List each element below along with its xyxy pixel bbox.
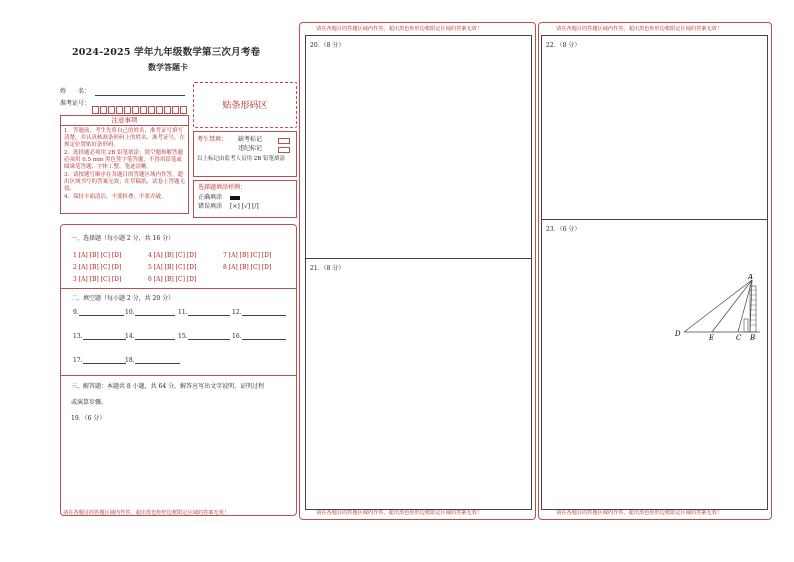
choice-q7[interactable]: 7 [A] [B] [C] [D] bbox=[223, 252, 272, 259]
label-B: B bbox=[750, 334, 756, 340]
label-A: A bbox=[748, 274, 754, 281]
violation-label: 违纪标记 bbox=[238, 145, 263, 152]
section3-heading-2: 或演算步骤。 bbox=[71, 399, 108, 406]
question-22: 22．（8 分） bbox=[546, 42, 581, 49]
blank-10[interactable]: 10. bbox=[125, 309, 175, 316]
notice-line-1: 1．答题前，考生先将自己的姓名，准考证号填写清楚，并认真核准条形码上的姓名、准考证号，在规定位置贴好条形码。 bbox=[64, 128, 186, 148]
answer-area-col2[interactable] bbox=[305, 35, 532, 510]
notice-line-4: 4．保持卡面清洁，不要折叠、不要弄破。 bbox=[64, 194, 167, 200]
blank-11[interactable]: 11. bbox=[178, 309, 230, 316]
barcode-label: 贴条形码区 bbox=[222, 101, 268, 111]
name-label: 姓 名： bbox=[60, 88, 91, 95]
fill-sample-box bbox=[193, 180, 297, 218]
blank-13[interactable]: 13. bbox=[73, 333, 126, 340]
notice-line-2: 2．选择题必须用 2B 铅笔填涂；填空题和解答题必须用 0.5 mm 黑色签字笔答题，不得用铅笔或圆珠笔答题；字体工整、笔迹清晰。 bbox=[64, 150, 184, 170]
question-20: 20．（8 分） bbox=[310, 42, 345, 49]
status-box bbox=[193, 131, 297, 177]
notice-line-3: 3．请按题号顺序在各题目的答题区域内作答，超出区域书写的答案无效；在草稿纸、试卷上答题无效。 bbox=[64, 172, 186, 192]
choice-q1[interactable]: 1 [A] [B] [C] [D] bbox=[73, 252, 122, 259]
divider-20-21 bbox=[306, 258, 531, 259]
status-label: 考生禁填： bbox=[197, 136, 228, 143]
divider-1 bbox=[61, 288, 296, 289]
blank-15[interactable]: 15. bbox=[178, 333, 230, 340]
violation-checkbox[interactable] bbox=[278, 147, 290, 153]
section2-heading: 二、填空题（每小题 2 分，共 20 分） bbox=[71, 295, 175, 302]
question-23: 23．（6 分） bbox=[546, 226, 581, 233]
divider-2 bbox=[61, 375, 296, 376]
status-note: 以上标记由监考人员用 2B 铅笔填涂 bbox=[197, 156, 286, 162]
choice-q5[interactable]: 5 [A] [B] [C] [D] bbox=[148, 264, 197, 271]
blank-17[interactable]: 17. bbox=[73, 357, 126, 364]
choice-q2[interactable]: 2 [A] [B] [C] [D] bbox=[73, 264, 122, 271]
warning-col3-top: 请在各题目的答题区域内作答，超出黑色矩形边框限定区域的答案无效！ bbox=[556, 26, 723, 32]
label-D: D bbox=[675, 330, 681, 338]
absent-checkbox[interactable] bbox=[278, 138, 290, 144]
card-subtitle: 数学答题卡 bbox=[148, 62, 188, 72]
notice-box bbox=[60, 115, 189, 214]
blank-16[interactable]: 16. bbox=[232, 333, 286, 340]
divider-22-23 bbox=[542, 219, 767, 220]
wrong-fill-label: 错误填涂 bbox=[198, 203, 223, 210]
barcode-area bbox=[193, 82, 297, 128]
warning-col3-bottom: 请在各题目的答题区域内作答，超出黑色矩形边框限定区域的答案无效！ bbox=[556, 510, 723, 516]
blank-9[interactable]: 9. bbox=[73, 309, 124, 316]
exam-title: 2024-2025 学年九年级数学第三次月考卷 bbox=[72, 47, 261, 58]
id-label: 准考证号： bbox=[60, 100, 91, 107]
answer-box-col1 bbox=[60, 224, 297, 516]
absent-label: 缺考标记 bbox=[238, 136, 263, 143]
name-field[interactable] bbox=[95, 95, 185, 96]
question-19: 19．（6 分） bbox=[71, 415, 106, 422]
label-C: C bbox=[736, 334, 742, 340]
wrong-fill-marks: [×] [√] [/] bbox=[230, 203, 259, 210]
geometry-figure bbox=[674, 274, 766, 340]
warning-col2-bottom: 请在各题目的答题区域内作答，超出黑色矩形边框限定区域的答案无效！ bbox=[316, 510, 483, 516]
notice-heading: 注意事项 bbox=[61, 116, 188, 126]
correct-fill-label: 正确填涂 bbox=[198, 194, 223, 201]
choice-q3[interactable]: 3 [A] [B] [C] [D] bbox=[73, 276, 122, 283]
answer-area-col3[interactable] bbox=[541, 35, 768, 510]
section3-heading-1: 三、解答题：本题共 8 小题，共 64 分。解答应写出文字说明、证明过程 bbox=[71, 383, 265, 390]
warning-col1: 请在各题目的答题区域内作答，超出黑色矩形边框限定区域的答案无效！ bbox=[63, 510, 230, 516]
blank-14[interactable]: 14. bbox=[125, 333, 175, 340]
choice-q8[interactable]: 8 [A] [B] [C] [D] bbox=[223, 264, 272, 271]
section1-heading: 一、选择题（每小题 2 分，共 16 分） bbox=[71, 235, 175, 242]
blank-12[interactable]: 12. bbox=[232, 309, 286, 316]
choice-q6[interactable]: 6 [A] [B] [C] [D] bbox=[148, 276, 197, 283]
choice-q4[interactable]: 4 [A] [B] [C] [D] bbox=[148, 252, 197, 259]
blank-18[interactable]: 18. bbox=[125, 357, 180, 364]
correct-fill-mark bbox=[230, 196, 240, 200]
fill-sample-heading: 选择题填涂样例： bbox=[198, 184, 247, 191]
question-21: 21．（8 分） bbox=[310, 265, 345, 272]
post bbox=[744, 319, 748, 332]
label-E: E bbox=[709, 334, 715, 340]
warning-col2-top: 请在各题目的答题区域内作答，超出黑色矩形边框限定区域的答案无效！ bbox=[316, 26, 483, 32]
